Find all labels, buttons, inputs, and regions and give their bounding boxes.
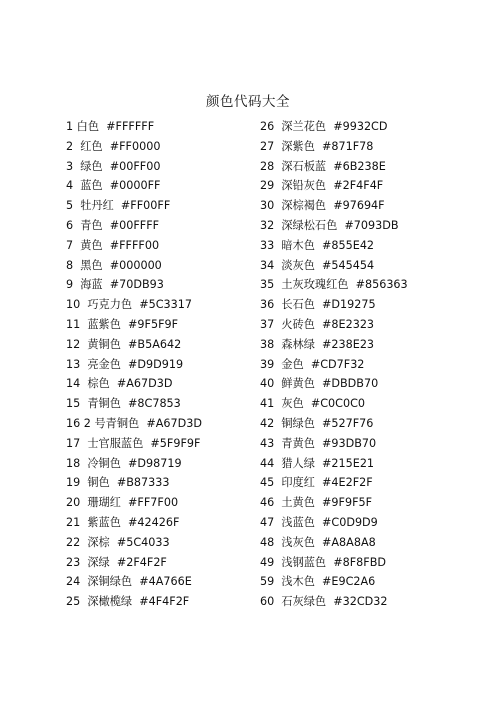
color-entry <box>66 176 202 196</box>
color-list-left <box>66 117 202 612</box>
color-entry-text: 39 金色 #CD7F32 <box>260 357 365 371</box>
color-entry <box>66 117 202 137</box>
color-entry-text: 49 浅钢蓝色 #8F8FBD <box>260 555 386 569</box>
color-entry-text: 2 红色 #FF0000 <box>66 139 161 153</box>
color-entry-text: 36 长石色 #D19275 <box>260 298 376 312</box>
color-entry-text: 19 铜色 #B87333 <box>66 476 170 490</box>
color-entry <box>260 196 408 216</box>
color-entry-text: 28 深石板蓝 #6B238E <box>260 159 386 173</box>
color-entry-text: 18 冷铜色 #D98719 <box>66 456 182 470</box>
color-entry-text: 12 黄铜色 #B5A642 <box>66 337 182 351</box>
color-entry <box>260 374 408 394</box>
color-entry-text: 15 青铜色 #8C7853 <box>66 397 181 411</box>
color-entry-text: 59 浅木色 #E9C2A6 <box>260 575 376 589</box>
color-entry-text: 41 灰色 #C0C0C0 <box>260 397 365 411</box>
color-entry <box>66 533 202 553</box>
color-entry-text: 3 绿色 #00FF00 <box>66 159 161 173</box>
color-entry <box>260 434 408 454</box>
color-entry <box>66 592 202 612</box>
color-entry-text: 29 深铅灰色 #2F4F4F <box>260 179 384 193</box>
color-entry <box>66 454 202 474</box>
color-entry-text: 32 深绿松石色 #7093DB <box>260 218 399 232</box>
color-entry-text: 40 鲜黄色 #DBDB70 <box>260 377 379 391</box>
color-entry-text: 38 森林绿 #238E23 <box>260 337 375 351</box>
color-entry <box>260 275 408 295</box>
color-entry <box>260 236 408 256</box>
color-entry <box>260 572 408 592</box>
color-entry <box>260 295 408 315</box>
page-title: 颜色代码大全 <box>206 94 290 110</box>
color-entry-text: 17 士官服蓝色 #5F9F9F <box>66 436 201 450</box>
color-entry <box>66 572 202 592</box>
color-entry-text: 48 浅灰色 #A8A8A8 <box>260 535 376 549</box>
color-entry-text: 8 黑色 #000000 <box>66 258 162 272</box>
color-entry <box>260 592 408 612</box>
color-entry-text: 34 淡灰色 #545454 <box>260 258 375 272</box>
color-entry-text: 13 亮金色 #D9D919 <box>66 357 184 371</box>
color-entry <box>66 434 202 454</box>
color-entry-text: 44 猎人绿 #215E21 <box>260 456 375 470</box>
color-entry <box>260 157 408 177</box>
color-entry-text: 21 紫蓝色 #42426F <box>66 515 180 529</box>
color-entry-text: 47 浅蓝色 #C0D9D9 <box>260 515 378 529</box>
color-entry <box>260 454 408 474</box>
color-entry-text: 7 黄色 #FFFF00 <box>66 238 160 252</box>
color-entry-text: 25 深橄榄绿 #4F4F2F <box>66 595 190 609</box>
color-entry <box>66 335 202 355</box>
color-entry <box>260 335 408 355</box>
color-entry-text: 27 深紫色 #871F78 <box>260 139 374 153</box>
color-entry <box>66 216 202 236</box>
color-entry-text: 42 铜绿色 #527F76 <box>260 416 374 430</box>
color-entry <box>260 216 408 236</box>
color-entry <box>66 295 202 315</box>
color-entry <box>260 553 408 573</box>
color-entry-text: 1 白色 #FFFFFF <box>66 120 155 133</box>
color-entry <box>260 137 408 157</box>
color-entry-text: 30 深棕褐色 #97694F <box>260 199 385 213</box>
color-entry-text: 16 2 号青铜色 #A67D3D <box>66 416 202 430</box>
color-entry-text: 23 深绿 #2F4F2F <box>66 555 167 569</box>
color-entry-text: 4 蓝色 #0000FF <box>66 179 161 193</box>
color-entry <box>66 315 202 335</box>
color-entry-text: 5 牡丹红 #FF00FF <box>66 199 171 213</box>
color-entry-text: 9 海蓝 #70DB93 <box>66 278 164 292</box>
color-entry-text: 26 深兰花色 #9932CD <box>260 120 388 133</box>
color-entry <box>66 137 202 157</box>
color-entry <box>66 236 202 256</box>
color-entry-text: 20 珊瑚红 #FF7F00 <box>66 496 179 510</box>
color-entry <box>260 394 408 414</box>
color-entry <box>66 196 202 216</box>
color-entry <box>260 414 408 434</box>
color-entry-text: 11 蓝紫色 #9F5F9F <box>66 317 179 331</box>
color-entry <box>260 315 408 335</box>
color-entry <box>260 513 408 533</box>
color-entry <box>260 533 408 553</box>
color-entry <box>260 473 408 493</box>
color-entry <box>260 117 408 137</box>
color-entry <box>66 256 202 276</box>
color-entry <box>260 355 408 375</box>
color-entry-text: 24 深铜绿色 #4A766E <box>66 575 192 589</box>
color-list-right <box>260 117 408 612</box>
color-entry-text: 22 深棕 #5C4033 <box>66 535 170 549</box>
color-entry <box>66 414 202 434</box>
color-entry-text: 60 石灰绿色 #32CD32 <box>260 595 388 609</box>
color-entry <box>260 176 408 196</box>
color-entry-text: 14 棕色 #A67D3D <box>66 377 173 391</box>
color-entry <box>260 493 408 513</box>
color-entry-text: 45 印度红 #4E2F2F <box>260 476 373 490</box>
color-entry <box>66 394 202 414</box>
color-entry <box>66 553 202 573</box>
color-entry <box>66 275 202 295</box>
color-entry <box>260 256 408 276</box>
color-entry-text: 43 青黄色 #93DB70 <box>260 436 377 450</box>
color-entry-text: 46 土黄色 #9F9F5F <box>260 496 373 510</box>
color-entry <box>66 374 202 394</box>
color-entry-text: 35 土灰玫瑰红色 #856363 <box>260 278 408 292</box>
color-entry-text: 37 火砖色 #8E2323 <box>260 317 375 331</box>
color-entry-text: 6 青色 #00FFFF <box>66 218 160 232</box>
color-entry <box>66 513 202 533</box>
color-entry-text: 33 暗木色 #855E42 <box>260 238 375 252</box>
color-entry <box>66 493 202 513</box>
color-entry <box>66 355 202 375</box>
color-entry <box>66 473 202 493</box>
color-entry <box>66 157 202 177</box>
color-entry-text: 10 巧克力色 #5C3317 <box>66 298 192 312</box>
